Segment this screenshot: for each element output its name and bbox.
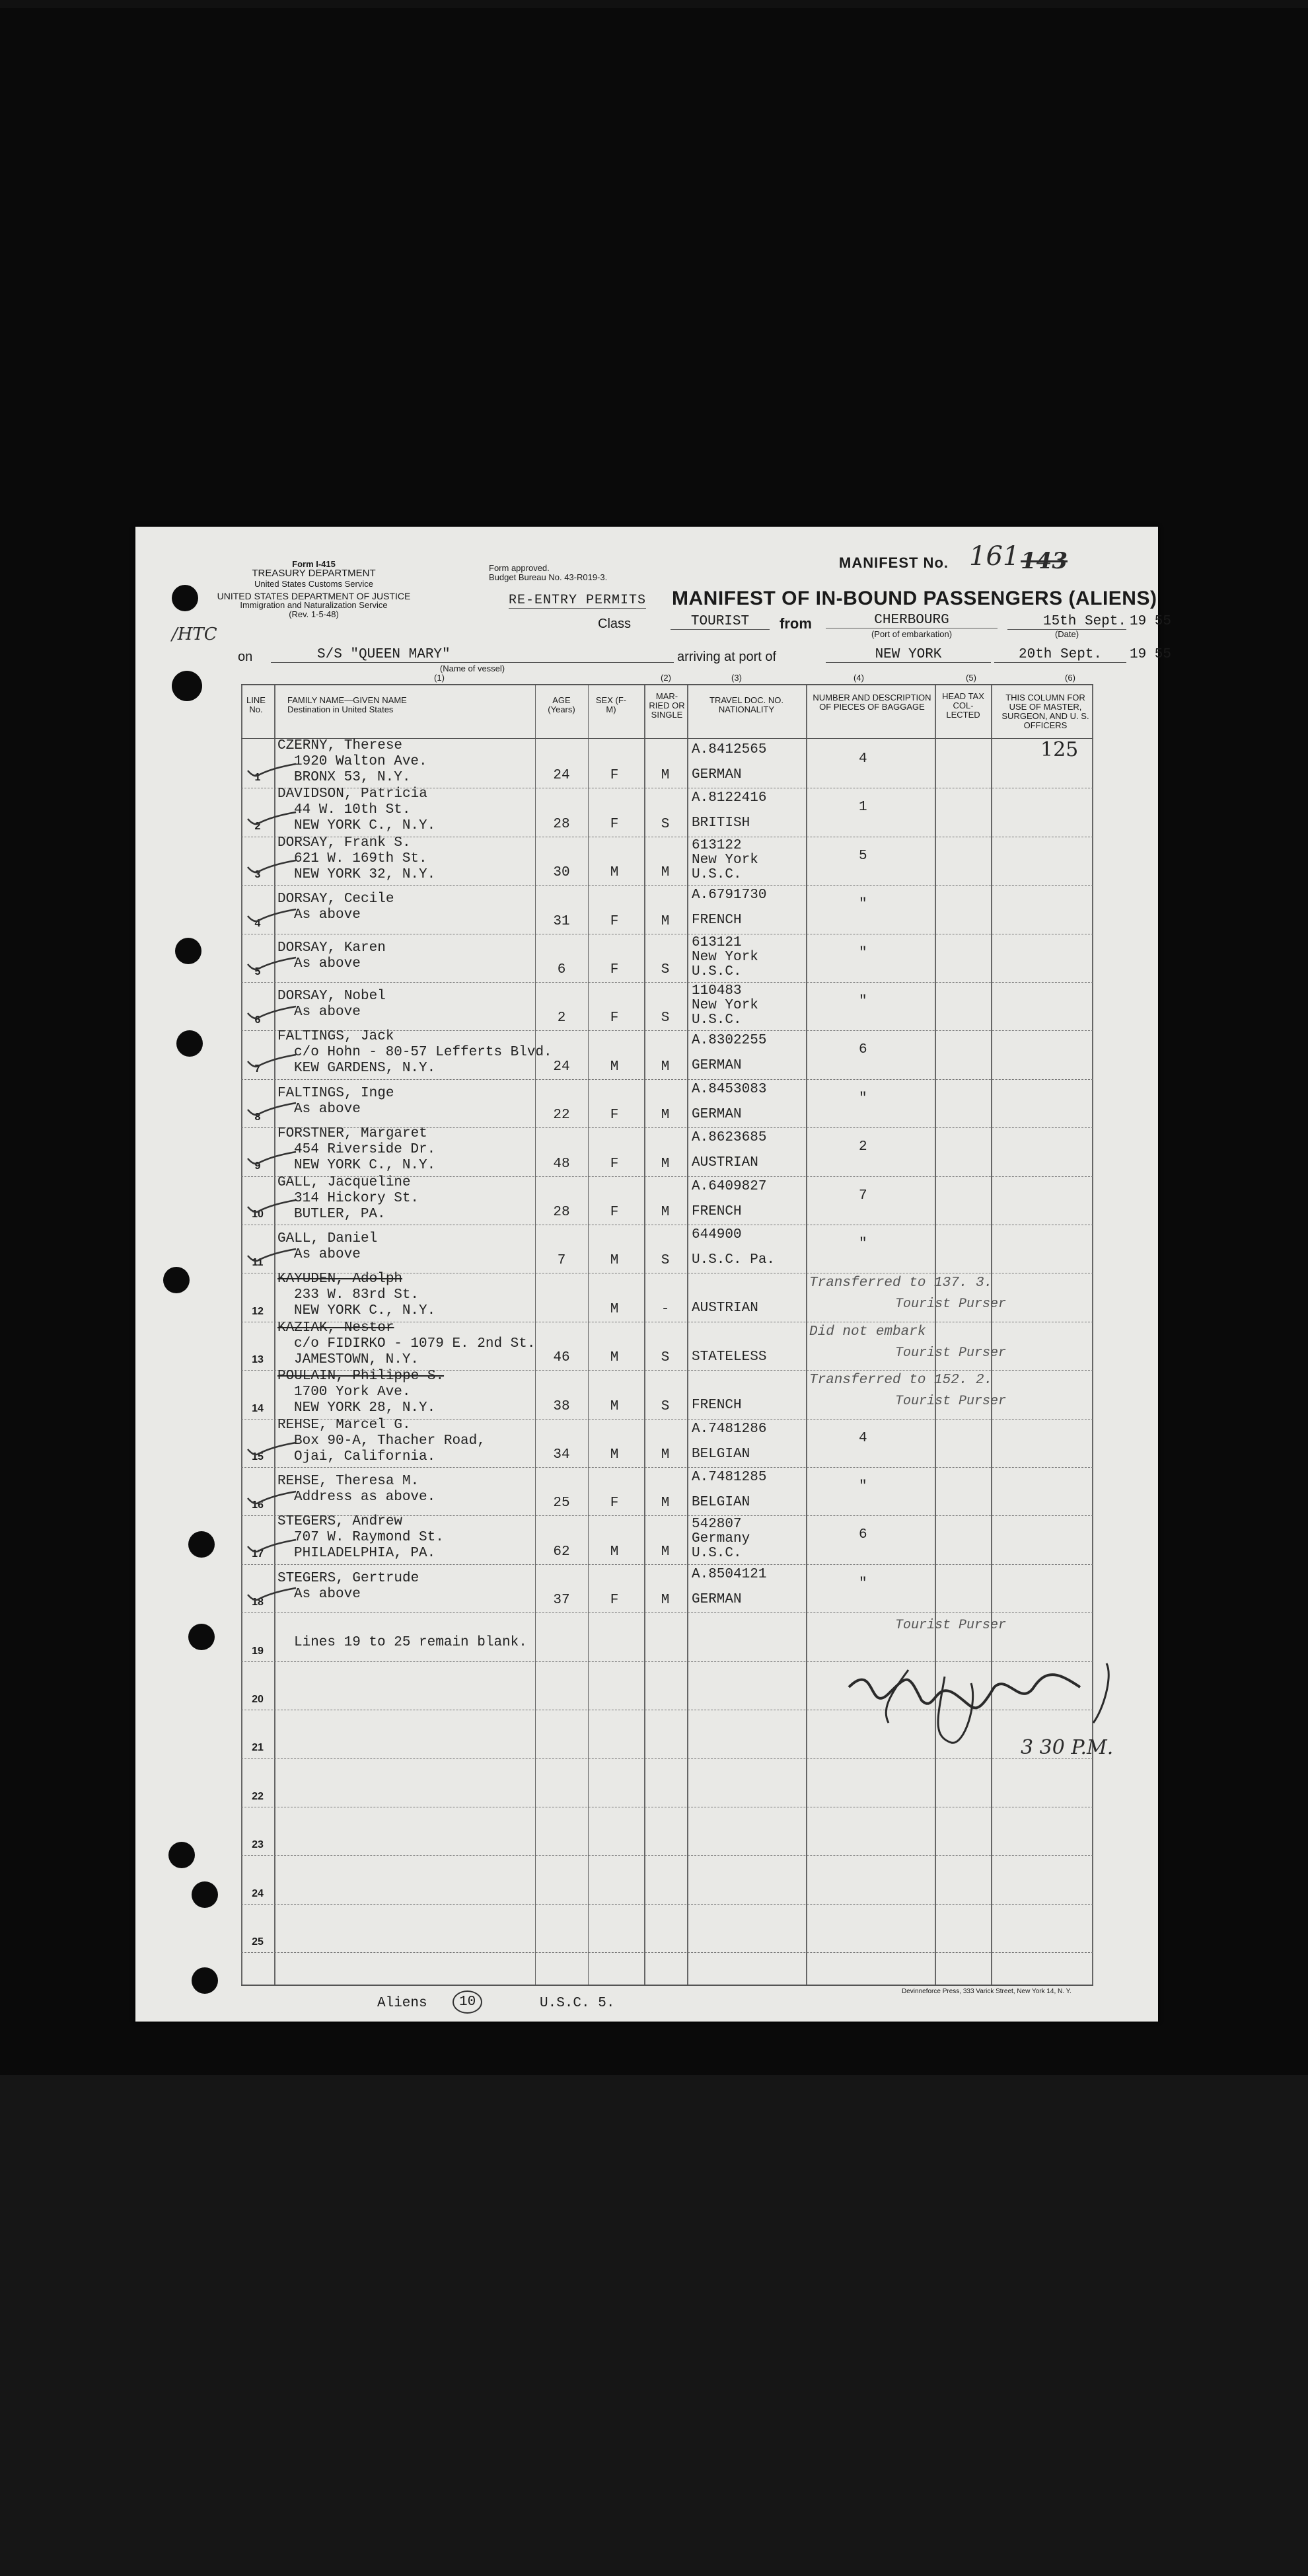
col-head-baggage: NUMBER AND DESCRIPTION OF PIECES OF BAGGAGE xyxy=(813,693,931,712)
passenger-age: 24 xyxy=(553,768,570,784)
customs-service: United States Customs Service xyxy=(254,579,373,589)
officer-note: 125 xyxy=(1040,738,1079,761)
passenger-sex: F xyxy=(610,1204,619,1220)
marital-status: S xyxy=(661,1010,670,1026)
passenger-sex: M xyxy=(610,1253,619,1269)
passenger-name: KAZIAK, Nestor xyxy=(277,1320,394,1336)
class-value: TOURIST xyxy=(671,614,770,630)
travel-doc-number: 542807 xyxy=(692,1517,742,1533)
baggage-count: Transferred to 137. 3. xyxy=(809,1275,993,1291)
footer-aliens-count: 10 xyxy=(453,1990,482,2014)
passenger-destination: 44 W. 10th St. xyxy=(294,802,411,818)
passenger-destination: BRONX 53, N.Y. xyxy=(294,770,411,785)
col-head-doc: TRAVEL DOC. NO. NATIONALITY xyxy=(709,695,783,714)
passenger-sex: M xyxy=(610,865,619,881)
passenger-age: 46 xyxy=(553,1350,570,1366)
passenger-destination: 621 W. 169th St. xyxy=(294,851,427,866)
travel-doc-number: A.8122416 xyxy=(692,790,767,806)
passenger-destination: NEW YORK C., N.Y. xyxy=(294,818,436,834)
passenger-name: FALTINGS, Inge xyxy=(277,1085,394,1101)
passenger-age: 48 xyxy=(553,1156,570,1172)
line-number: 10 xyxy=(252,1208,264,1220)
line-number: 6 xyxy=(254,1014,261,1026)
on-label: on xyxy=(238,650,253,664)
line-number: 18 xyxy=(252,1597,264,1609)
line-number: 21 xyxy=(252,1742,264,1754)
passenger-name: DORSAY, Frank S. xyxy=(277,835,411,851)
baggage-count: " xyxy=(859,994,867,1009)
justice-dept: UNITED STATES DEPARTMENT OF JUSTICE xyxy=(217,591,411,601)
passenger-age: 31 xyxy=(553,913,570,929)
travel-doc-number: A.8302255 xyxy=(692,1033,767,1049)
marital-status: M xyxy=(661,1108,670,1123)
line-number: 20 xyxy=(252,1693,264,1705)
nationality: AUSTRIAN xyxy=(692,1301,758,1316)
passenger-sex: M xyxy=(610,1301,619,1317)
passenger-sex: F xyxy=(610,913,619,929)
passenger-sex: M xyxy=(610,1447,619,1462)
passenger-destination: 1700 York Ave. xyxy=(294,1384,411,1400)
passenger-age: 34 xyxy=(553,1447,570,1462)
marital-status: M xyxy=(661,1204,670,1220)
travel-doc-number: New York xyxy=(692,852,758,868)
passenger-name: DORSAY, Nobel xyxy=(277,989,386,1004)
baggage-count: Transferred to 152. 2. xyxy=(809,1373,993,1388)
col-head-headtax: HEAD TAX COL-LECTED xyxy=(942,691,984,720)
nationality: FRENCH xyxy=(692,1203,742,1219)
line-number: 24 xyxy=(252,1887,264,1899)
baggage-count: Did not embark xyxy=(809,1324,926,1340)
arriving-label: arriving at port of xyxy=(677,650,777,664)
passenger-name: REHSE, Marcel G. xyxy=(277,1417,411,1433)
passenger-age: 7 xyxy=(557,1253,566,1269)
passenger-name: KAYUDEN, Adolph xyxy=(277,1271,403,1287)
line-number: 3 xyxy=(254,869,261,881)
passenger-age: 62 xyxy=(553,1544,570,1560)
passenger-destination: NEW YORK C., N.Y. xyxy=(294,1158,436,1174)
baggage-count: 6 xyxy=(859,1527,867,1543)
passenger-age: 6 xyxy=(557,962,566,977)
passenger-sex: F xyxy=(610,1496,619,1511)
passenger-sex: F xyxy=(610,1593,619,1609)
budget-bureau: Budget Bureau No. 43-R019-3. xyxy=(489,572,608,582)
col-head-officers: THIS COLUMN FOR USE OF MASTER, SURGEON, AND U. S. OFFICERS xyxy=(1001,693,1089,730)
nationality: U.S.C. Pa. xyxy=(692,1252,776,1268)
travel-doc-number: New York xyxy=(692,998,758,1013)
line-number: 23 xyxy=(252,1839,264,1851)
marital-status: S xyxy=(661,1350,670,1366)
travel-doc-number: 613121 xyxy=(692,934,742,950)
nationality: U.S.C. xyxy=(692,1012,742,1028)
line-number: 11 xyxy=(252,1257,264,1269)
nationality: U.S.C. xyxy=(692,1546,742,1562)
travel-doc-number: A.8504121 xyxy=(692,1566,767,1582)
passenger-destination: As above xyxy=(294,1101,361,1117)
baggage-count: 2 xyxy=(859,1139,867,1155)
passenger-age: 2 xyxy=(557,1010,566,1026)
marital-status: S xyxy=(661,1398,670,1414)
treasury-dept: TREASURY DEPARTMENT xyxy=(252,568,376,579)
line-number: 13 xyxy=(252,1354,264,1366)
travel-doc-number: A.8623685 xyxy=(692,1130,767,1146)
manifest-page xyxy=(135,527,1172,2022)
marital-status: M xyxy=(661,1544,670,1560)
passenger-name: FALTINGS, Jack xyxy=(277,1029,394,1045)
baggage-count: " xyxy=(859,1575,867,1591)
passenger-destination: As above xyxy=(294,1247,361,1262)
marital-status: - xyxy=(661,1301,670,1317)
passenger-destination: NEW YORK 32, N.Y. xyxy=(294,866,436,882)
line-number: 4 xyxy=(254,917,261,929)
form-revision: (Rev. 1-5-48) xyxy=(289,609,339,619)
passenger-sex: F xyxy=(610,1156,619,1172)
passenger-name: GALL, Jacqueline xyxy=(277,1174,411,1190)
marital-status: M xyxy=(661,913,670,929)
col-num-1: (1) xyxy=(434,673,445,683)
col-num-3: (3) xyxy=(731,673,742,683)
passenger-name: FORSTNER, Margaret xyxy=(277,1126,427,1142)
vessel-caption: (Name of vessel) xyxy=(439,663,505,673)
passenger-destination: As above xyxy=(294,956,361,971)
col-head-married: MAR-RIED OR SINGLE xyxy=(649,691,685,720)
travel-doc-number: A.7481285 xyxy=(692,1470,767,1485)
marital-status: M xyxy=(661,1059,670,1075)
arriving-date: 20th Sept. xyxy=(994,647,1126,663)
form-number: Form I-415 xyxy=(292,559,336,569)
passenger-name: DAVIDSON, Patricia xyxy=(277,786,427,802)
passenger-destination: 233 W. 83rd St. xyxy=(294,1287,419,1303)
passenger-name: STEGERS, Gertrude xyxy=(277,1570,419,1586)
baggage-count: 1 xyxy=(859,800,867,815)
port-embarkation: CHERBOURG xyxy=(826,613,998,628)
travel-doc-number: A.8412565 xyxy=(692,742,767,757)
nationality: BRITISH xyxy=(692,815,750,831)
passenger-destination: 707 W. Raymond St. xyxy=(294,1530,444,1546)
manifest-number-struck: 143 xyxy=(1021,548,1068,574)
line-number: 5 xyxy=(254,966,261,977)
line-number: 14 xyxy=(252,1402,264,1414)
col-num-4: (4) xyxy=(854,673,864,683)
passenger-name: Lines 19 to 25 remain blank. xyxy=(294,1635,527,1651)
passenger-destination: 314 Hickory St. xyxy=(294,1190,419,1206)
footer-usc: U.S.C. 5. xyxy=(540,1996,615,2011)
passenger-name: DORSAY, Karen xyxy=(277,940,386,956)
passenger-sex: F xyxy=(610,816,619,832)
marital-status: M xyxy=(661,1447,670,1462)
nationality: STATELESS xyxy=(692,1349,767,1365)
baggage-count: " xyxy=(859,1090,867,1106)
passenger-sex: F xyxy=(610,962,619,977)
travel-doc-number: 644900 xyxy=(692,1227,742,1242)
vessel-name: S/S "QUEEN MARY" xyxy=(271,647,674,663)
baggage-count: 5 xyxy=(859,848,867,864)
passenger-destination: Box 90-A, Thacher Road, xyxy=(294,1433,486,1449)
line-number: 9 xyxy=(254,1160,261,1172)
passenger-sex: M xyxy=(610,1350,619,1366)
baggage-count: 6 xyxy=(859,1042,867,1058)
passenger-destination: JAMESTOWN, N.Y. xyxy=(294,1351,419,1367)
line-number: 16 xyxy=(252,1499,264,1511)
passenger-name: GALL, Daniel xyxy=(277,1231,378,1246)
purser-stamp: Tourist Purser xyxy=(895,1345,1007,1361)
passenger-name: DORSAY, Cecile xyxy=(277,891,394,907)
port-caption: (Port of embarkation) xyxy=(871,629,953,639)
col-head-name: FAMILY NAME—GIVEN NAME Destination in United States xyxy=(287,695,407,714)
ins-service: Immigration and Naturalization Service xyxy=(240,600,388,610)
line-number: 19 xyxy=(252,1645,264,1657)
passenger-destination: As above xyxy=(294,1004,361,1020)
travel-doc-number: A.6791730 xyxy=(692,888,767,903)
signature-time-note: 3 30 P.M. xyxy=(1021,1736,1114,1759)
line-number: 17 xyxy=(252,1548,264,1560)
line-number: 25 xyxy=(252,1936,264,1948)
passenger-age: 24 xyxy=(553,1059,570,1075)
marital-status: M xyxy=(661,1156,670,1172)
nationality: U.S.C. xyxy=(692,866,742,882)
marital-status: S xyxy=(661,816,670,832)
page-title: MANIFEST OF IN-BOUND PASSENGERS (ALIENS) xyxy=(672,587,1157,609)
marital-status: M xyxy=(661,865,670,881)
marital-status: M xyxy=(661,1593,670,1609)
travel-doc-number: A.8453083 xyxy=(692,1081,767,1097)
passenger-destination: c/o FIDIRKO - 1079 E. 2nd St. xyxy=(294,1336,536,1351)
manifest-label: MANIFEST No. xyxy=(839,554,949,571)
passenger-destination: c/o Hohn - 80-57 Lefferts Blvd. xyxy=(294,1045,552,1061)
passenger-name: REHSE, Theresa M. xyxy=(277,1474,419,1489)
passenger-age: 25 xyxy=(553,1496,570,1511)
margin-note: /HTC xyxy=(172,625,217,644)
baggage-count: 4 xyxy=(859,751,867,767)
manifest-number: 161 xyxy=(969,541,1020,572)
col-num-6: (6) xyxy=(1065,673,1075,683)
travel-doc-number: A.7481286 xyxy=(692,1421,767,1437)
nationality: BELGIAN xyxy=(692,1446,750,1462)
passenger-destination: Ojai, California. xyxy=(294,1449,436,1464)
passenger-destination: As above xyxy=(294,1586,361,1602)
purser-stamp: Tourist Purser xyxy=(895,1297,1007,1312)
nationality: GERMAN xyxy=(692,1591,742,1607)
nationality: GERMAN xyxy=(692,1106,742,1122)
arriving-port: NEW YORK xyxy=(826,647,991,663)
baggage-count: 4 xyxy=(859,1430,867,1446)
travel-doc-number: 613122 xyxy=(692,837,742,853)
passenger-destination: PHILADELPHIA, PA. xyxy=(294,1546,436,1562)
travel-doc-number: A.6409827 xyxy=(692,1178,767,1194)
passenger-sex: M xyxy=(610,1544,619,1560)
date-caption: (Date) xyxy=(1054,629,1079,639)
passenger-name: STEGERS, Andrew xyxy=(277,1514,403,1530)
passenger-destination: NEW YORK 28, N.Y. xyxy=(294,1400,436,1416)
line-number: 7 xyxy=(254,1063,261,1075)
passenger-age: 30 xyxy=(553,865,570,881)
passenger-age: 28 xyxy=(553,1204,570,1220)
passenger-sex: F xyxy=(610,1108,619,1123)
line-number: 12 xyxy=(252,1305,264,1317)
passenger-name: POULAIN, Philippe S. xyxy=(277,1369,445,1384)
passenger-age: 22 xyxy=(553,1108,570,1123)
travel-doc-number: 110483 xyxy=(692,983,742,999)
line-number: 1 xyxy=(254,772,261,784)
passenger-destination: Address as above. xyxy=(294,1490,436,1505)
arriving-year: 19 55 xyxy=(1130,647,1172,662)
col-head-sex: SEX (F-M) xyxy=(595,695,627,714)
col-num-2: (2) xyxy=(661,673,671,683)
passenger-sex: F xyxy=(610,768,619,784)
nationality: FRENCH xyxy=(692,1398,742,1414)
passenger-age: 28 xyxy=(553,816,570,832)
marital-status: M xyxy=(661,768,670,784)
nationality: U.S.C. xyxy=(692,964,742,979)
passenger-sex: M xyxy=(610,1059,619,1075)
nationality: GERMAN xyxy=(692,1058,742,1074)
printer-credit: Devinneforce Press, 333 Varick Street, New York 14, N. Y. xyxy=(902,1988,1072,1995)
nationality: GERMAN xyxy=(692,767,742,782)
purser-stamp: Tourist Purser xyxy=(895,1618,1007,1634)
line-number: 22 xyxy=(252,1790,264,1802)
passenger-sex: M xyxy=(610,1398,619,1414)
travel-doc-number: New York xyxy=(692,949,758,965)
from-label: from xyxy=(780,615,812,632)
baggage-count: " xyxy=(859,945,867,961)
embark-date: 15th Sept. xyxy=(1007,614,1126,630)
passenger-age: 37 xyxy=(553,1593,570,1609)
marital-status: S xyxy=(661,1253,670,1269)
reentry-stamp: RE-ENTRY PERMITS xyxy=(509,593,647,608)
baggage-count: " xyxy=(859,1236,867,1252)
col-head-line: LINE No. xyxy=(246,695,266,714)
footer-aliens-label: Aliens xyxy=(377,1996,427,2011)
passenger-destination: NEW YORK C., N.Y. xyxy=(294,1303,436,1319)
baggage-count: " xyxy=(859,1479,867,1494)
col-head-age: AGE (Years) xyxy=(548,695,575,714)
travel-doc-number: Germany xyxy=(692,1531,750,1547)
passenger-destination: 454 Riverside Dr. xyxy=(294,1142,436,1158)
passenger-destination: KEW GARDENS, N.Y. xyxy=(294,1061,436,1077)
passenger-sex: F xyxy=(610,1010,619,1026)
passenger-destination: 1920 Walton Ave. xyxy=(294,754,427,769)
marital-status: S xyxy=(661,962,670,977)
passenger-destination: As above xyxy=(294,907,361,923)
line-number: 8 xyxy=(254,1112,261,1123)
purser-stamp: Tourist Purser xyxy=(895,1394,1007,1410)
nationality: BELGIAN xyxy=(692,1495,750,1510)
line-number: 2 xyxy=(254,820,261,832)
purser-signature xyxy=(135,527,1158,2022)
class-label: Class xyxy=(598,617,632,631)
line-number: 15 xyxy=(252,1451,264,1462)
col-num-5: (5) xyxy=(966,673,976,683)
marital-status: M xyxy=(661,1496,670,1511)
passenger-destination: BUTLER, PA. xyxy=(294,1206,386,1222)
passenger-name: CZERNY, Therese xyxy=(277,738,403,753)
nationality: FRENCH xyxy=(692,913,742,928)
passenger-age: 38 xyxy=(553,1398,570,1414)
embark-year: 19 55 xyxy=(1130,614,1172,629)
baggage-count: 7 xyxy=(859,1188,867,1203)
baggage-count: " xyxy=(859,897,867,913)
form-approved: Form approved. xyxy=(489,563,550,573)
nationality: AUSTRIAN xyxy=(692,1155,758,1171)
